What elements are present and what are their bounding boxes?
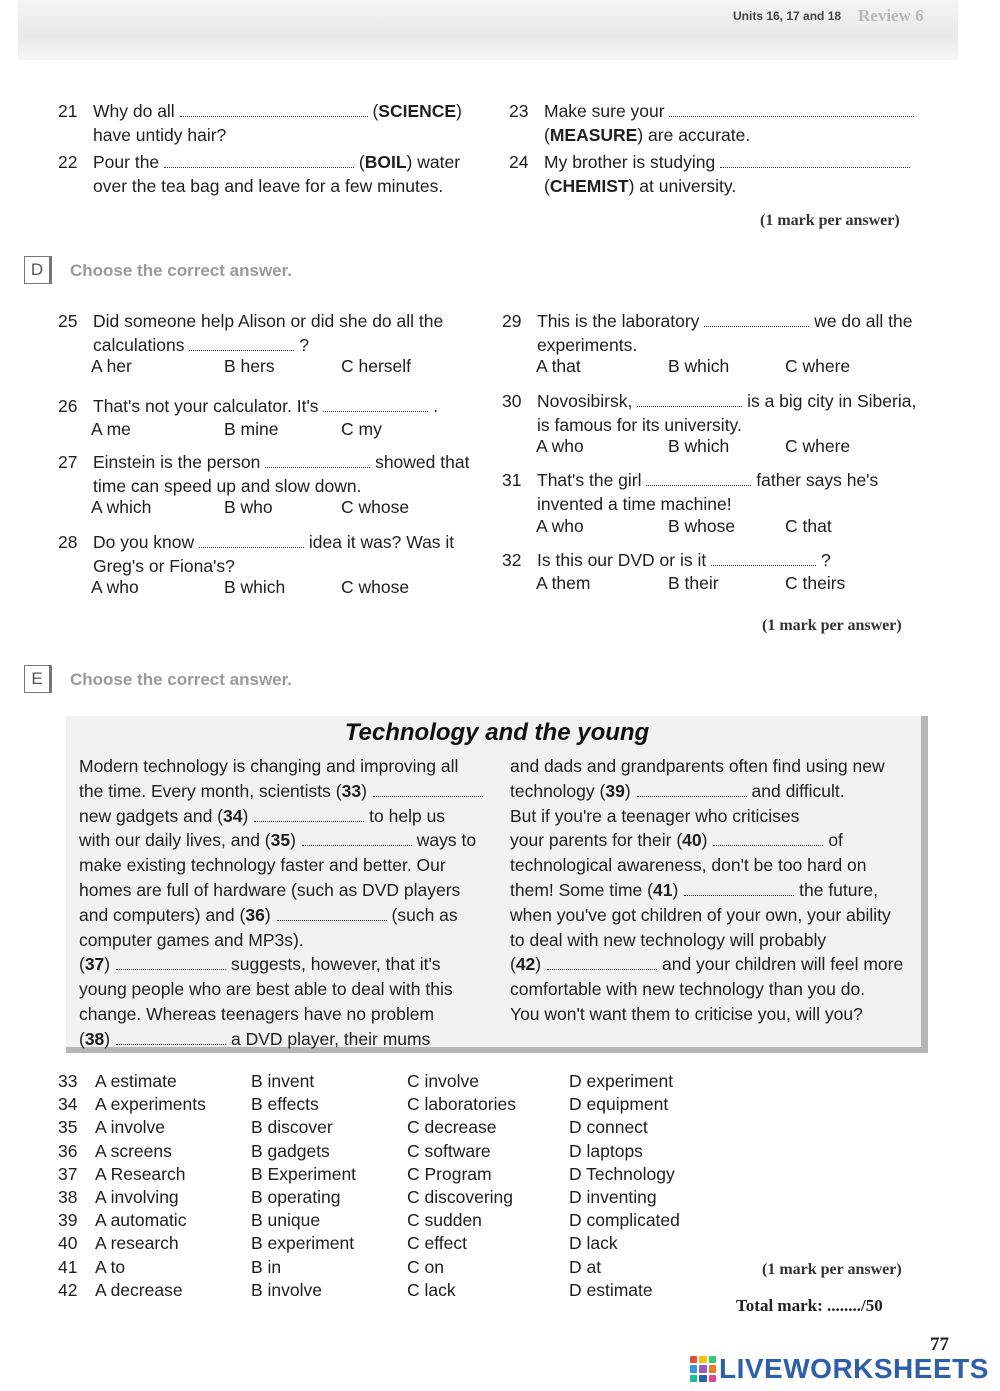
- answer-option-b[interactable]: B gadgets: [251, 1140, 330, 1161]
- mark-note-d: (1 mark per answer): [762, 617, 902, 634]
- options-27: [91, 497, 471, 521]
- options-29: [536, 356, 916, 380]
- option-31-a[interactable]: A who: [536, 516, 584, 536]
- answer-blank-30[interactable]: [637, 392, 742, 407]
- reading-line: technology (39) and difficult.: [510, 780, 845, 801]
- answer-option-a[interactable]: A screens: [95, 1140, 172, 1161]
- reading-line: when you've got children of your own, your ability: [510, 904, 891, 925]
- logo-grid-icon: [690, 1356, 716, 1382]
- option-31-b[interactable]: B whose: [668, 516, 736, 536]
- answer-option-a[interactable]: A research: [95, 1233, 179, 1254]
- answer-option-b[interactable]: B in: [251, 1256, 282, 1277]
- question-22: 22 Pour the (BOIL) water over the tea bag and leave for a few minutes.: [58, 152, 461, 196]
- option-31-c[interactable]: C that: [785, 516, 832, 536]
- gap-number: 42: [515, 954, 536, 975]
- answer-row-34: [58, 1094, 758, 1117]
- question-30: 30 Novosibirsk, is a big city in Siberia, is famous for its university.: [502, 391, 917, 435]
- answer-option-c[interactable]: C on: [407, 1256, 444, 1277]
- answer-option-c[interactable]: C Program: [407, 1163, 492, 1184]
- gap-number: 37: [84, 954, 105, 975]
- option-27-a[interactable]: A which: [91, 497, 152, 517]
- reading-line: (37) suggests, however, that it's: [79, 954, 441, 975]
- reading-line: (42) and your children will feel more: [510, 954, 904, 975]
- option-32-b[interactable]: B their: [668, 573, 719, 593]
- answer-blank[interactable]: [277, 906, 387, 921]
- answer-option-b[interactable]: B effects: [251, 1094, 319, 1115]
- answer-row-37: [58, 1164, 758, 1187]
- question-31: 31 That's the girl father says he's invented a time machine!: [502, 470, 879, 514]
- answer-blank-26[interactable]: [323, 397, 428, 412]
- answer-blank-25[interactable]: [189, 336, 294, 351]
- answer-row-42: [58, 1280, 758, 1303]
- answer-blank-27[interactable]: [265, 453, 370, 468]
- answer-number: 35: [58, 1117, 78, 1138]
- option-30-b[interactable]: B which: [668, 436, 730, 456]
- reading-line: But if you're a teenager who criticises: [510, 805, 800, 826]
- reading-line: new gadgets and (34) to help us: [79, 805, 446, 826]
- reading-line: and computers) and (36) (such as: [79, 904, 458, 925]
- answer-blank-23[interactable]: [669, 102, 914, 117]
- options-25: [91, 356, 471, 380]
- answer-number: 36: [58, 1140, 78, 1161]
- answer-row-35: [58, 1117, 758, 1140]
- answer-blank[interactable]: [684, 881, 794, 896]
- answer-option-b[interactable]: B experiment: [251, 1233, 355, 1254]
- answer-option-c[interactable]: C sudden: [407, 1210, 482, 1231]
- answer-number: 39: [58, 1210, 78, 1231]
- answer-row-33: [58, 1071, 758, 1094]
- answer-option-d[interactable]: D connect: [569, 1117, 648, 1138]
- answer-option-d[interactable]: D at: [569, 1256, 602, 1277]
- reading-line: and dads and grandparents often find using new: [510, 756, 885, 776]
- question-25: 25 Did someone help Alison or did she do all the calculations ?: [58, 311, 444, 355]
- options-28: [91, 577, 471, 601]
- answer-blank[interactable]: [637, 782, 747, 797]
- reading-line: to deal with new technology will probably: [510, 929, 827, 950]
- option-32-a[interactable]: A them: [536, 573, 591, 593]
- option-28-b[interactable]: B which: [224, 577, 286, 597]
- gap-number: 38: [84, 1028, 105, 1049]
- answer-option-a[interactable]: A involve: [95, 1117, 166, 1138]
- reading-line: You won't want them to criticise you, will you?: [510, 1003, 863, 1024]
- answer-row-36: [58, 1141, 758, 1164]
- reading-line: (38) a DVD player, their mums: [79, 1028, 431, 1049]
- gap-number: 36: [245, 904, 265, 925]
- reading-title: Technology and the young: [344, 719, 650, 746]
- answer-number: 38: [58, 1187, 78, 1207]
- answer-option-c[interactable]: C decrease: [407, 1117, 497, 1138]
- option-30-a[interactable]: A who: [536, 436, 584, 456]
- options-31: [536, 516, 916, 540]
- answer-blank[interactable]: [302, 831, 412, 846]
- gap-number: 33: [341, 780, 362, 801]
- gap-number: 35: [270, 830, 291, 851]
- answer-blank-28[interactable]: [199, 533, 304, 548]
- answer-blank[interactable]: [547, 955, 657, 970]
- reading-line: them! Some time (41) the future,: [510, 879, 878, 900]
- answer-blank[interactable]: [254, 807, 364, 822]
- answer-number: 37: [58, 1163, 78, 1184]
- answer-option-c[interactable]: C lack: [407, 1279, 456, 1300]
- answer-number: 33: [58, 1071, 78, 1091]
- answer-option-d[interactable]: D Technology: [569, 1163, 675, 1184]
- liveworksheets-logo[interactable]: [690, 1352, 989, 1386]
- section-e-label: E: [24, 665, 52, 693]
- answer-blank-24[interactable]: [720, 153, 910, 168]
- answer-blank-32[interactable]: [711, 551, 816, 566]
- reading-line: young people who are best able to deal with this: [79, 979, 453, 1000]
- question-29: 29 This is the laboratory we do all the experiments.: [502, 311, 913, 355]
- option-27-b[interactable]: B who: [224, 497, 273, 517]
- answer-option-b[interactable]: B invent: [251, 1071, 315, 1091]
- answer-option-d[interactable]: D lack: [569, 1233, 618, 1254]
- answer-option-a[interactable]: A automatic: [95, 1210, 187, 1231]
- option-29-b[interactable]: B which: [668, 356, 730, 376]
- answer-blank[interactable]: [373, 782, 483, 797]
- answer-number: 34: [58, 1094, 78, 1115]
- question-28: 28 Do you know idea it was? Was it Greg's or Fiona's?: [58, 532, 455, 576]
- answer-option-d[interactable]: D inventing: [569, 1187, 657, 1207]
- answer-option-d[interactable]: D laptops: [569, 1140, 643, 1161]
- answer-row-39: [58, 1210, 758, 1233]
- option-26-a[interactable]: A me: [91, 419, 131, 439]
- reading-line: make existing technology faster and better. Our: [79, 855, 446, 876]
- options-26: [91, 419, 471, 443]
- answer-option-c[interactable]: C involve: [407, 1071, 479, 1091]
- question-32: 32 Is this our DVD or is it ?: [502, 550, 831, 570]
- answer-row-40: [58, 1233, 758, 1256]
- answer-blank-22[interactable]: [164, 153, 354, 168]
- gap-number: 41: [652, 879, 673, 900]
- reading-line: homes are full of hardware (such as DVD players: [79, 879, 461, 900]
- answer-option-a[interactable]: A experiments: [95, 1094, 206, 1115]
- section-d-label: D: [24, 256, 52, 284]
- answer-number: 42: [58, 1279, 78, 1300]
- answer-option-d[interactable]: D equipment: [569, 1094, 669, 1115]
- option-32-c[interactable]: C theirs: [785, 573, 846, 593]
- reading-line: with our daily lives, and (35) ways to: [79, 830, 477, 851]
- gap-number: 39: [605, 780, 625, 801]
- answer-blank[interactable]: [116, 955, 226, 970]
- options-32: [536, 573, 916, 597]
- option-29-c[interactable]: C where: [785, 356, 851, 376]
- answer-option-a[interactable]: A to: [95, 1256, 126, 1277]
- option-25-a[interactable]: A her: [91, 356, 132, 376]
- logo-text: LIVEWORKSHEETS: [719, 1353, 989, 1384]
- options-30: [536, 436, 916, 460]
- answer-option-c[interactable]: C discovering: [407, 1187, 514, 1207]
- mark-note-e: (1 mark per answer): [762, 1261, 902, 1278]
- header-units: Units 16, 17 and 18: [733, 9, 842, 23]
- answer-blank-21[interactable]: [180, 102, 368, 117]
- answer-number: 40: [58, 1233, 78, 1254]
- answer-option-c[interactable]: C laboratories: [407, 1094, 516, 1115]
- answer-option-b[interactable]: B involve: [251, 1279, 323, 1300]
- reading-line: your parents for their (40) of: [510, 830, 843, 851]
- answer-row-38: [58, 1187, 758, 1210]
- question-27: 27 Einstein is the person showed that time can speed up and slow down.: [58, 452, 470, 496]
- answer-option-d[interactable]: D experiment: [569, 1071, 674, 1091]
- answer-option-d[interactable]: D estimate: [569, 1279, 653, 1300]
- answer-option-b[interactable]: B unique: [251, 1210, 321, 1231]
- answer-option-c[interactable]: C software: [407, 1140, 491, 1161]
- option-26-c[interactable]: C my: [341, 419, 382, 439]
- question-23: 23 Make sure your (MEASURE) are accurate.: [509, 100, 929, 148]
- option-25-b[interactable]: B hers: [224, 356, 275, 376]
- option-30-c[interactable]: C where: [785, 436, 851, 456]
- reading-line: computer games and MP3s).: [79, 929, 304, 950]
- reading-line: Modern technology is changing and improving all: [79, 756, 459, 776]
- option-28-c[interactable]: C whose: [341, 577, 410, 597]
- reading-line: comfortable with new technology than you do.: [510, 979, 866, 1000]
- option-26-b[interactable]: B mine: [224, 419, 279, 439]
- reading-right-column: [510, 754, 920, 1027]
- option-25-c[interactable]: C herself: [341, 356, 412, 376]
- header-review: Review 6: [858, 6, 924, 25]
- answer-option-d[interactable]: D complicated: [569, 1210, 680, 1231]
- answer-option-a[interactable]: A Research: [95, 1163, 186, 1184]
- page-number: 77: [930, 1334, 949, 1355]
- answer-blank[interactable]: [116, 1030, 226, 1045]
- answer-number: 41: [58, 1256, 78, 1277]
- answer-option-c[interactable]: C effect: [407, 1233, 467, 1254]
- question-24: 24 My brother is studying (CHEMIST) at university.: [509, 151, 929, 199]
- option-28-a[interactable]: A who: [91, 577, 139, 597]
- section-e-instruction: Choose the correct answer.: [70, 670, 293, 689]
- option-27-c[interactable]: C whose: [341, 497, 410, 517]
- answer-blank-29[interactable]: [704, 312, 809, 327]
- reading-line: change. Whereas teenagers have no problem: [79, 1003, 435, 1024]
- answer-blank-31[interactable]: [646, 471, 751, 486]
- reading-line: technological awareness, don't be too hard on: [510, 855, 867, 876]
- answer-blank[interactable]: [713, 831, 823, 846]
- answer-option-a[interactable]: A involving: [95, 1187, 179, 1207]
- mark-note-c: (1 mark per answer): [760, 212, 900, 229]
- total-mark: Total mark: ......../50: [736, 1296, 883, 1315]
- section-d-instruction: Choose the correct answer.: [70, 261, 293, 280]
- answer-option-b[interactable]: B operating: [251, 1187, 341, 1207]
- answer-option-a[interactable]: A estimate: [95, 1071, 177, 1091]
- reading-line: the time. Every month, scientists (33): [79, 779, 499, 804]
- question-26: 26 That's not your calculator. It's .: [58, 396, 439, 416]
- answer-option-b[interactable]: B Experiment: [251, 1163, 357, 1184]
- answer-option-a[interactable]: A decrease: [95, 1279, 183, 1300]
- option-29-a[interactable]: A that: [536, 356, 581, 376]
- gap-number: 40: [682, 830, 702, 851]
- gap-number: 34: [223, 805, 243, 826]
- question-21: 21 Why do all (SCIENCE) have untidy hair?: [58, 101, 462, 145]
- answer-row-41: [58, 1257, 758, 1280]
- answer-option-b[interactable]: B discover: [251, 1117, 333, 1138]
- reading-left-column: [79, 754, 499, 1052]
